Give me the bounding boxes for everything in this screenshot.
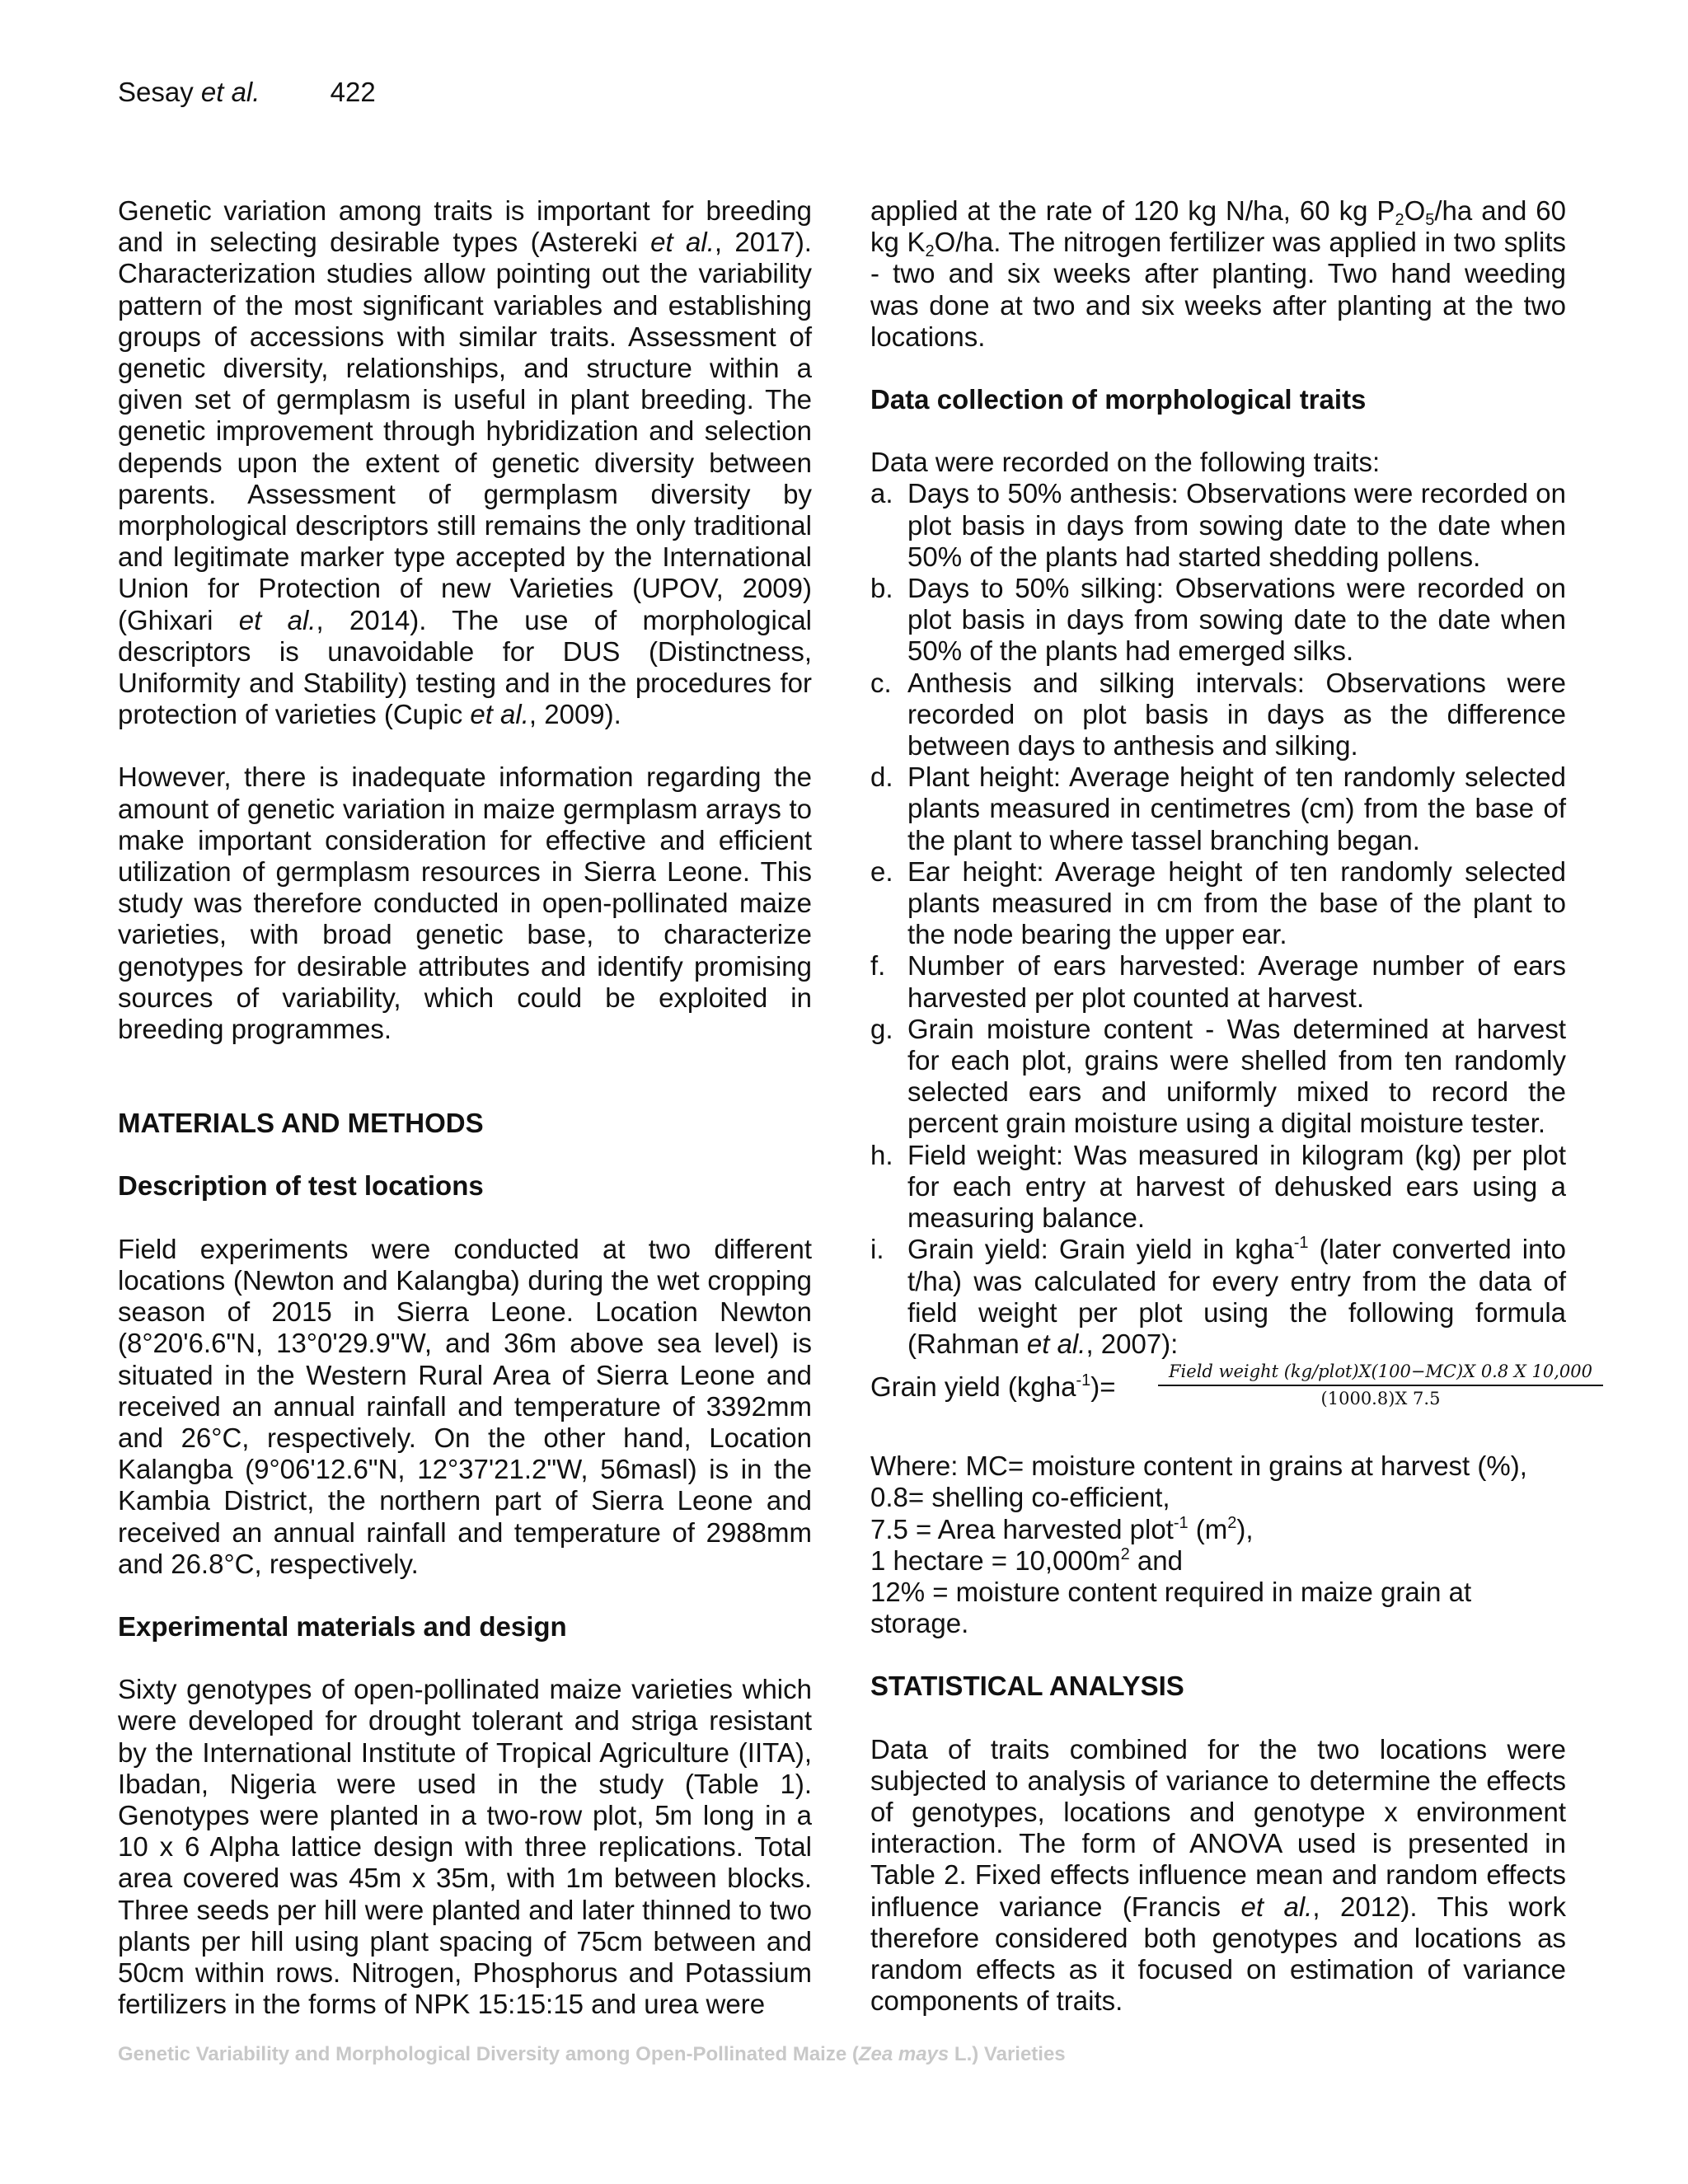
intro-paragraph-2: However, there is inadequate information regarding the amount of genetic variation in maize germplasm arrays to make important consideration for effective and efficient utilization of germplasm resources in Sierra Leone. This study was therefore conducted in open-pollinated maize varieties, with broad genetic base, to characterize genotypes for desirable attributes and identify promising sources of variability, which could be exploited in breeding programmes. (118, 762, 812, 1045)
list-item: b. Days to 50% silking: Observations were recorded on plot basis in days from sowing date to the date when 50% of the plants had emerged silks. (870, 573, 1566, 667)
grain-yield-formula (870, 1361, 1592, 1419)
intro-paragraph-1: Genetic variation among traits is important for breeding and in selecting desirable types (Astereki et al., 2017). Characterization studies allow pointing out the variability pattern of the most significant variables and establishing groups of accessions with similar traits. Assessment of genetic diversity, relationships, and structure within a given set of germplasm is useful in plant breeding. The genetic improvement through hybridization and selection depends upon the extent of genetic diversity between parents. Assessment of germplasm diversity by morphological descriptors still remains the only traditional and legitimate marker type accepted by the International Union for Protection of new Varieties (UPOV, 2009) (Ghixari et al., 2014). The use of morphological descriptors is unavoidable for DUS (Distinctness, Uniformity and Stability) testing and in the procedures for protection of varieties (Cupic et al., 2009). (118, 195, 812, 730)
running-head-etal: et al. (200, 77, 260, 107)
section-heading-materials-methods: MATERIALS AND METHODS (118, 1108, 484, 1139)
subheading-data-collection: Data collection of morphological traits (870, 384, 1367, 415)
list-item: g. Grain moisture content - Was determined at harvest for each plot, grains were shelled from ten randomly selected ears and uniformly mixed to record the percent grain moisture using a digital moisture tester. (870, 1013, 1566, 1139)
right-column (870, 195, 1592, 2017)
list-item: d. Plant height: Average height of ten randomly selected plants measured in centimetres (cm) from the base of the plant to where tassel branching began. (870, 762, 1566, 855)
formula-label: Grain yield (kgha$^{-1}$)= (870, 1371, 1116, 1403)
running-head (118, 76, 376, 109)
subheading-test-locations: Description of test locations (118, 1170, 484, 1202)
formula-fraction (1158, 1360, 1603, 1411)
running-head-author: Sesay (118, 77, 201, 107)
formula-denominator: (1000.8)X 7.5 (1320, 1389, 1441, 1409)
statistics-paragraph: Data of traits combined for the two locations were subjected to analysis of variance to determine the effects of genotypes, locations and genotype x environment interaction. The form of ANOVA used is presented in Table 2. Fixed effects influence mean and random effects influence variance (Francis et al., 2012). This work therefore considered both genotypes and locations as random effects as it focused on estimation of variance components of traits. (870, 1733, 1566, 2017)
list-item: f. Number of ears harvested: Average number of ears harvested per plot counted at harvest. (870, 950, 1566, 1013)
where-line: Where: MC= moisture content in grains at harvest (%), (870, 1451, 1527, 1482)
formula-numerator: Field weight (kg/plot)X(100−MC)X 0.8 X 10,000 (1168, 1361, 1592, 1382)
design-paragraph: Sixty genotypes of open-pollinated maize varieties which were developed for drought tolerant and striga resistant by the International Institute of Tropical Agriculture (IITA), Ibadan, Nigeria were used in the study (Table 1). Genotypes were planted in a two-row plot, 5m long in a 10 x 6 Alpha lattice design with three replications. Total area covered was 45m x 35m, with 1m between blocks. Three seeds per hill were planted and later thinned to two plants per hill using plant spacing of 75cm between and 50cm within rows. Nitrogen, Phosphorus and Potassium fertilizers in the forms of NPK 15:15:15 and urea were (118, 1674, 812, 2020)
where-line: 12% = moisture content required in maize grain at storage. (870, 1576, 1472, 1639)
where-line: 7.5 = Area harvested plot$^{-1}$ $(m^2)$, (870, 1513, 1254, 1544)
subheading-experimental-design: Experimental materials and design (118, 1610, 567, 1642)
journal-footer: Genetic Variability and Morphological Diversity among Open-Pollinated Maize (Zea mays L.) Varieties (118, 2043, 1066, 2065)
locations-paragraph: Field experiments were conducted at two different locations (Newton and Kalangba) during the wet cropping season of 2015 in Sierra Leone. Location Newton (8°20'6.6"N, 13°0'29.9"W, and 36m above sea level) is situated in the Western Rural Area of Sierra Leone and received an annual rainfall and temperature of 3392mm and 26°C, respectively. On the other hand, Location Kalangba (9°06'12.6"N, 12°37'21.2"W, 56masl) is in the Kambia District, the northern part of Sierra Leone and received an annual rainfall and temperature of 2988mm and 26.8°C, respectively. (118, 1233, 812, 1579)
traits-list (870, 478, 1566, 1360)
traits-intro: Data were recorded on the following traits: (870, 447, 1381, 478)
list-item: e. Ear height: Average height of ten randomly selected plants measured in cm from the base of the plant to the node bearing the upper ear. (870, 855, 1566, 950)
formula-definitions (870, 1451, 1566, 1639)
list-item: i. Grain yield: Grain yield in kgha$^{-1}$ (later converted into t/ha) was calculated for every entry from the data of field weight per plot using the following formula (Rahman et al., 2007): (870, 1234, 1566, 1359)
page-number: 422 (330, 77, 376, 107)
where-line: 0.8= shelling co-efficient, (870, 1482, 1170, 1513)
list-item: h. Field weight: Was measured in kilogram (kg) per plot for each entry at harvest of dehusked ears using a measuring balance. (870, 1139, 1566, 1234)
fertilizer-paragraph: applied at the rate of 120 kg N/ha, 60 kg $P_2O_5/ha$ and 60 kg $K_2O/ha$. The nitrogen fertilizer was applied in two splits - two and six weeks after planting. Two hand weeding was done at two and six weeks after planting at the two locations. (870, 195, 1566, 352)
list-item: a. Days to 50% anthesis: Observations were recorded on plot basis in days from sowing date to the date when 50% of the plants had started shedding pollens. (870, 478, 1566, 572)
left-column (118, 195, 812, 2020)
where-line: 1 hectare = $10,000m^2$ and (870, 1544, 1183, 1576)
list-item: c. Anthesis and silking intervals: Observations were recorded on plot basis in days as the difference between days to anthesis and silking. (870, 667, 1566, 762)
section-heading-statistical-analysis: STATISTICAL ANALYSIS (870, 1671, 1184, 1702)
